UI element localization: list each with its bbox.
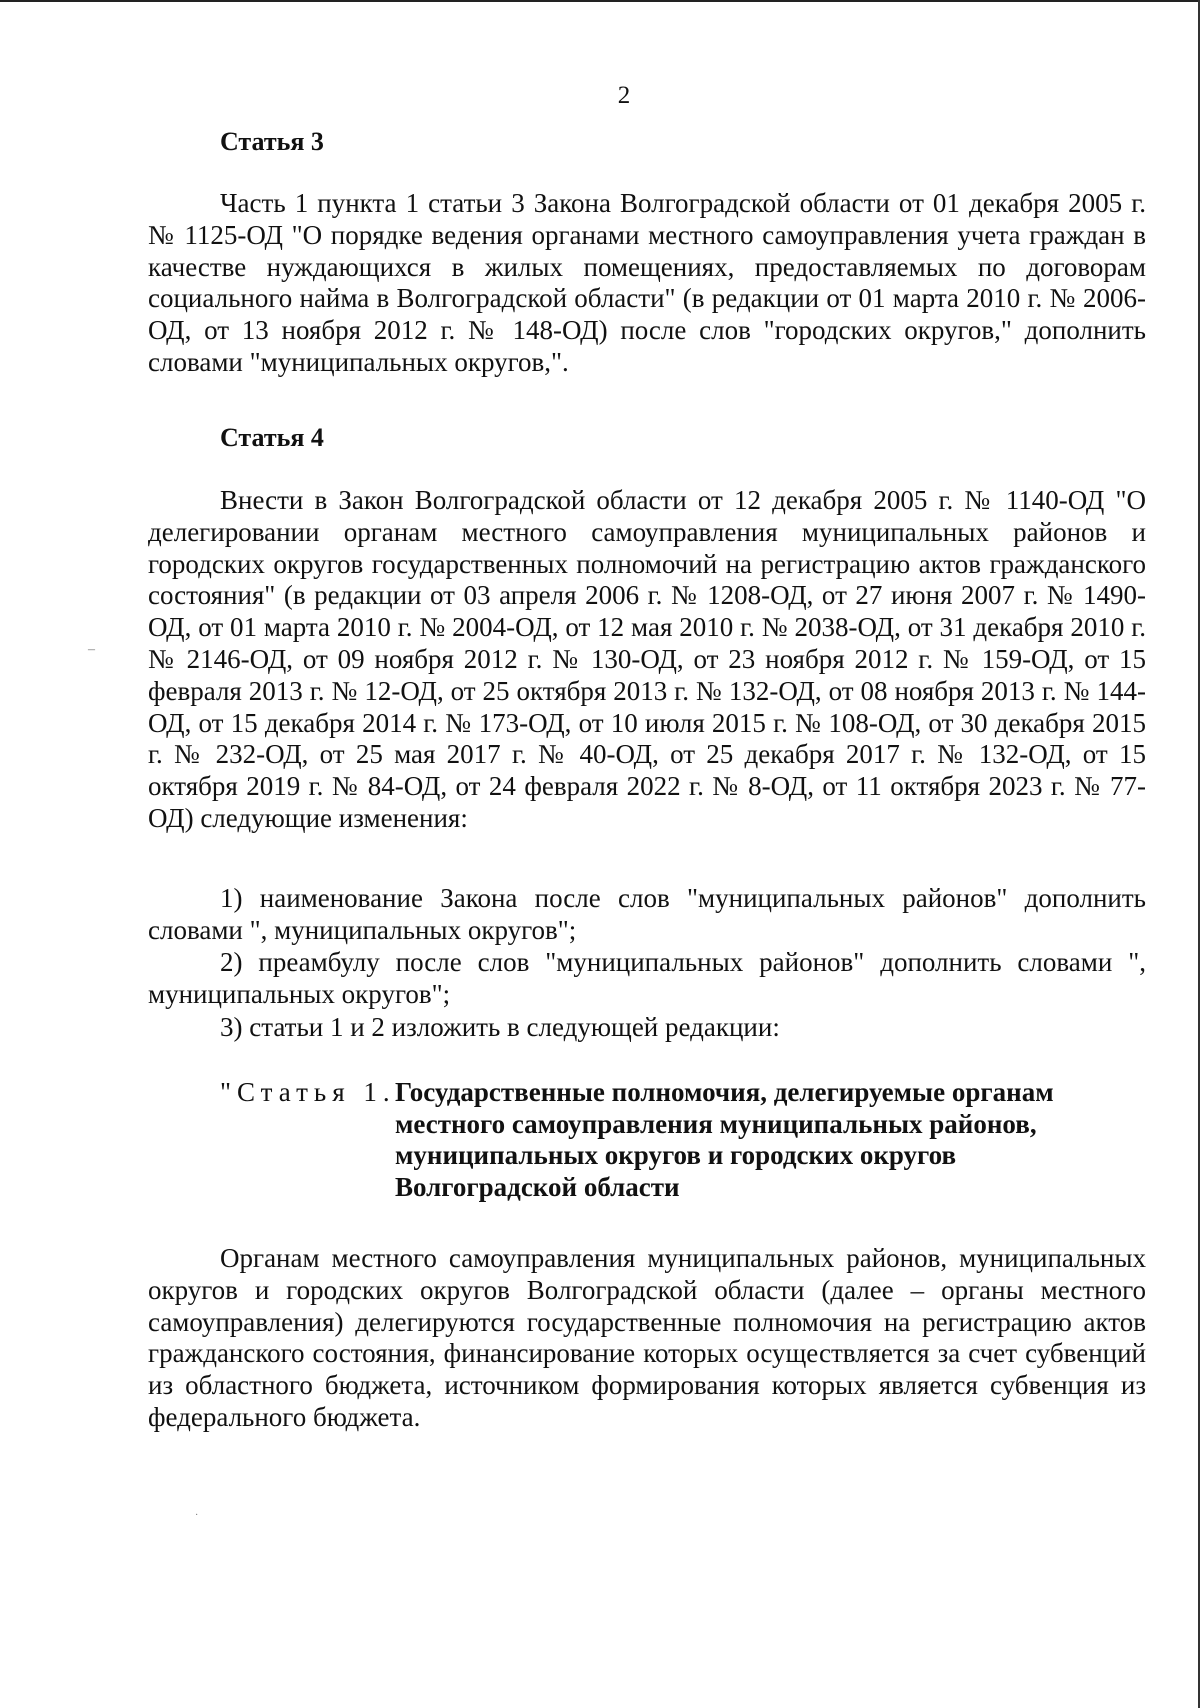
scan-top-edge [0,0,1200,2]
quoted-article-body: Органам местного самоуправления муниципальных районов, муниципальных округов и городских округов Волгоградской области (далее – органы местного самоуправления) делегируются государственные полномочия на регистрацию актов гражданского состояния, финансирование которых осуществляется за счет субвенций из областного бюджета, источником формирования которых является субвенция из федерального бюджета. [148,1243,1146,1432]
article-3-heading: Статья 3 [220,127,324,156]
article-4-heading: Статья 4 [220,423,324,452]
quoted-article-title: Государственные полномочия, делегируемые органам местного самоуправления муниципальных районов, муниципальных округов и городских округов Волгоградской области [395,1077,1054,1202]
article-3-paragraph: Часть 1 пункта 1 статьи 3 Закона Волгоградской области от 01 декабря 2005 г. № 1125-ОД "О порядке ведения органами местного самоуправления учета граждан в качестве нуждающихся в жилых помещениях, предоставляемых по договорам социального найма в Волгоградской области" (в редакции от 01 марта 2010 г. № 2006-ОД, от 13 ноября 2012 г. № 148-ОД) после слов "городских округов," дополнить словами "муниципальных округов,". [148,188,1146,377]
amendment-item-1: 1) наименование Закона после слов "муниципальных районов" дополнить словами ", муниципальных округов"; [148,883,1146,945]
page-number: 2 [617,82,631,109]
article-4-paragraph: Внести в Закон Волгоградской области от 12 декабря 2005 г. № 1140-ОД "О делегировании органам местного самоуправления муниципальных районов и городских округов государственных полномочий на регистрацию актов гражданского состояния" (в редакции от 03 апреля 2006 г. № 1208-ОД, от 27 июня 2007 г. № 1490-ОД, от 01 марта 2010 г. № 2004-ОД, от 12 мая 2010 г. № 2038-ОД, от 31 декабря 2010 г. № 2146-ОД, от 09 ноября 2012 г. № 130-ОД, от 23 ноября 2012 г. № 159-ОД, от 15 февраля 2013 г. № 12-ОД, от 25 октября 2013 г. № 132-ОД, от 08 ноября 2013 г. № 144-ОД, от 15 декабря 2014 г. № 173-ОД, от 10 июля 2015 г. № 108-ОД, от 30 декабря 2015 г. № 232-ОД, от 25 мая 2017 г. № 40-ОД, от 25 декабря 2017 г. № 132-ОД, от 15 октября 2019 г. № 84-ОД, от 24 февраля 2022 г. № 8-ОД, от 11 октября 2023 г. № 77-ОД) следующие изменения: [148,485,1146,833]
scan-speck: – [88,642,95,657]
amendment-item-3: 3) статьи 1 и 2 изложить в следующей редакции: [220,1012,780,1042]
quoted-article-label: "Статья 1. [220,1077,396,1107]
scan-dot: · [195,1510,199,1521]
amendment-item-2: 2) преамбулу после слов "муниципальных районов" дополнить словами ", муниципальных округов"; [148,947,1146,1009]
